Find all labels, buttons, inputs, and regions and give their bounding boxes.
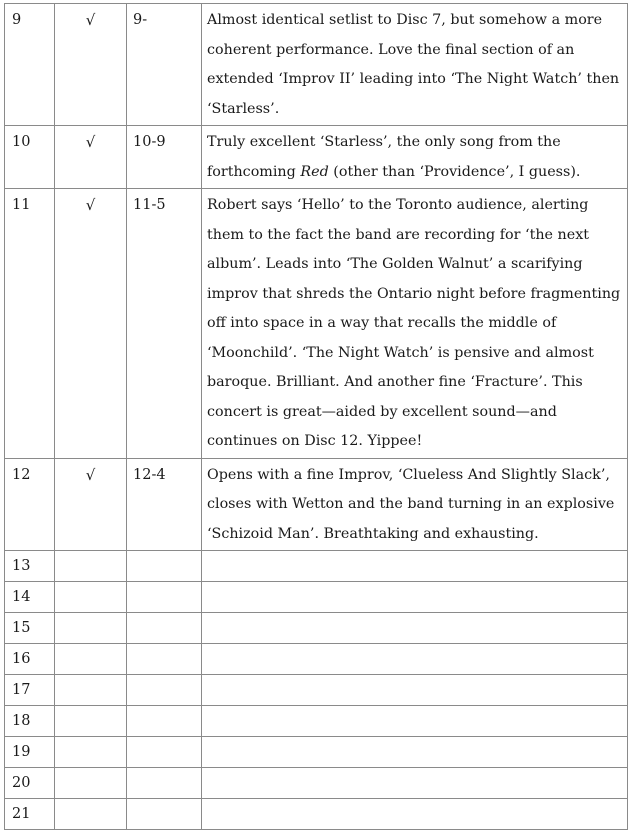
rank-cell bbox=[127, 551, 202, 582]
table-row-empty bbox=[5, 582, 628, 613]
notes-cell bbox=[202, 4, 628, 126]
rank-cell bbox=[127, 644, 202, 675]
notes-text: Truly excellent ‘Starless’, the only song from the forthcoming bbox=[207, 134, 561, 180]
disc-number-cell: 21 bbox=[5, 799, 55, 830]
notes-cell bbox=[202, 126, 628, 189]
rank-cell bbox=[127, 799, 202, 830]
table-body bbox=[5, 4, 628, 830]
checkmark-cell bbox=[55, 582, 127, 613]
table-row-empty bbox=[5, 706, 628, 737]
check-icon: √ bbox=[85, 196, 96, 214]
disc-number-cell: 14 bbox=[5, 582, 55, 613]
notes-text: Robert says ‘Hello’ to the Toronto audience, alerting them to the fact the band are recording for ‘the next album’. Leads into ‘The Golden Walnut’ a scarifying improv that shreds the Ontario night before fragmenting off into space in a way that recalls the middle of ‘Moonchild’. ‘The Night Watch’ is pensive and almost baroque. Brilliant. And another fine ‘Fracture’. This concert is great—aided by excellent sound—and continues on Disc 12. Yippee! bbox=[207, 197, 621, 449]
table-row bbox=[5, 458, 628, 551]
disc-review-table bbox=[4, 3, 628, 830]
notes-cell bbox=[202, 582, 628, 613]
table-row-empty bbox=[5, 644, 628, 675]
album-title: Red bbox=[300, 163, 329, 180]
disc-number-cell: 15 bbox=[5, 613, 55, 644]
checkmark-cell bbox=[55, 458, 127, 551]
table-row-empty bbox=[5, 613, 628, 644]
notes-cell bbox=[202, 458, 628, 551]
notes-cell bbox=[202, 706, 628, 737]
checkmark-cell bbox=[55, 4, 127, 126]
rank-cell: 12-4 bbox=[127, 458, 202, 551]
checkmark-cell bbox=[55, 737, 127, 768]
disc-number-cell: 12 bbox=[5, 458, 55, 551]
notes-cell bbox=[202, 799, 628, 830]
table-row bbox=[5, 126, 628, 189]
rank-cell bbox=[127, 613, 202, 644]
table-row-empty bbox=[5, 675, 628, 706]
checkmark-cell bbox=[55, 644, 127, 675]
table-row-empty bbox=[5, 768, 628, 799]
checkmark-cell bbox=[55, 551, 127, 582]
notes-text: Almost identical setlist to Disc 7, but somehow a more coherent performance. Love the final section of an extended ‘Improv II’ leading into ‘The Night Watch’ then ‘Starless’. bbox=[207, 12, 620, 117]
rank-cell bbox=[127, 706, 202, 737]
notes-cell bbox=[202, 768, 628, 799]
checkmark-cell bbox=[55, 613, 127, 644]
notes-cell bbox=[202, 189, 628, 459]
table-row bbox=[5, 189, 628, 459]
notes-cell bbox=[202, 613, 628, 644]
checkmark-cell bbox=[55, 706, 127, 737]
disc-number-cell: 10 bbox=[5, 126, 55, 189]
disc-number-cell: 16 bbox=[5, 644, 55, 675]
checkmark-cell bbox=[55, 126, 127, 189]
rank-cell bbox=[127, 582, 202, 613]
notes-text: (other than ‘Providence’, I guess). bbox=[328, 163, 581, 180]
checkmark-cell bbox=[55, 189, 127, 459]
notes-cell bbox=[202, 737, 628, 768]
disc-number-cell: 19 bbox=[5, 737, 55, 768]
rank-cell: 10-9 bbox=[127, 126, 202, 189]
disc-number-cell: 20 bbox=[5, 768, 55, 799]
document-page bbox=[4, 3, 627, 830]
check-icon: √ bbox=[85, 11, 96, 29]
table-row-empty bbox=[5, 799, 628, 830]
table-row-empty bbox=[5, 737, 628, 768]
rank-cell: 11-5 bbox=[127, 189, 202, 459]
notes-text: Opens with a fine Improv, ‘Clueless And Slightly Slack’, closes with Wetton and the band turning in an explosive ‘Schizoid Man’. Breathtaking and exhausting. bbox=[207, 466, 615, 542]
disc-number-cell: 9 bbox=[5, 4, 55, 126]
rank-cell bbox=[127, 768, 202, 799]
disc-number-cell: 11 bbox=[5, 189, 55, 459]
table-row bbox=[5, 4, 628, 126]
disc-number-cell: 17 bbox=[5, 675, 55, 706]
notes-cell bbox=[202, 551, 628, 582]
checkmark-cell bbox=[55, 799, 127, 830]
rank-cell bbox=[127, 675, 202, 706]
table-row-empty bbox=[5, 551, 628, 582]
rank-cell: 9- bbox=[127, 4, 202, 126]
disc-number-cell: 18 bbox=[5, 706, 55, 737]
check-icon: √ bbox=[85, 133, 96, 151]
rank-cell bbox=[127, 737, 202, 768]
notes-cell bbox=[202, 644, 628, 675]
disc-number-cell: 13 bbox=[5, 551, 55, 582]
notes-cell bbox=[202, 675, 628, 706]
checkmark-cell bbox=[55, 768, 127, 799]
checkmark-cell bbox=[55, 675, 127, 706]
check-icon: √ bbox=[85, 465, 96, 484]
